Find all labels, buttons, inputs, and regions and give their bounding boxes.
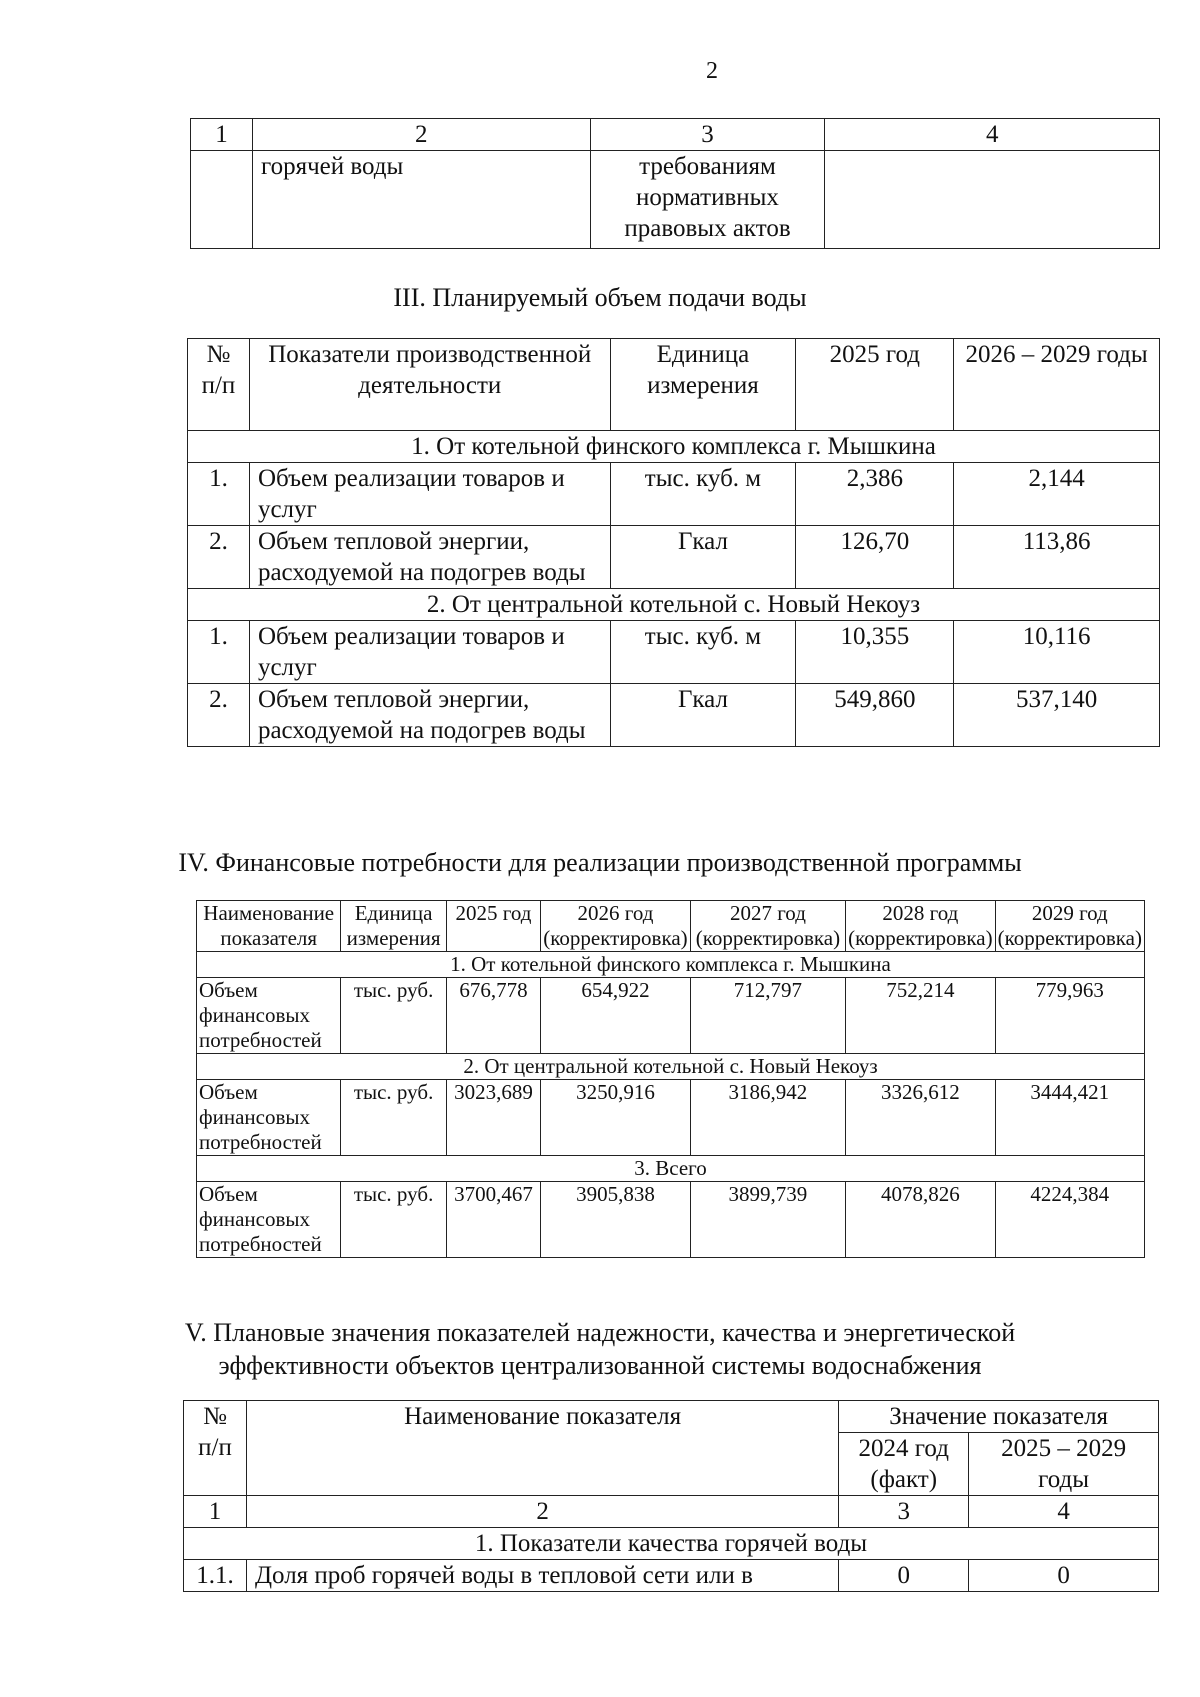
row-unit: Гкал <box>610 526 796 589</box>
row-unit: тыс. руб. <box>341 1080 446 1156</box>
row-value: 712,797 <box>690 978 845 1054</box>
group-label: 1. От котельной финского комплекса г. Мышкина <box>188 431 1160 463</box>
row-value: 3444,421 <box>995 1080 1144 1156</box>
cell: горячей воды <box>252 151 590 249</box>
header-cell: 2025 год <box>446 901 541 952</box>
row-name: Объем реализации товаров и услуг <box>249 621 610 684</box>
row-value: 3905,838 <box>541 1182 690 1258</box>
header-cell: 2027 год (корректировка) <box>690 901 845 952</box>
row-unit: тыс. руб. <box>341 1182 446 1258</box>
table-row <box>197 1182 1145 1258</box>
header-cell: 2025 год <box>796 339 954 431</box>
group-row <box>197 1054 1145 1080</box>
section-subtitle: эффективности объектов централизованной системы водоснабжения <box>218 1351 982 1380</box>
header-cell: № п/п <box>184 1401 247 1496</box>
col-number: 4 <box>825 119 1160 151</box>
row-name: Объем финансовых потребностей <box>197 1182 341 1258</box>
row-number: 1. <box>188 463 250 526</box>
col-number: 3 <box>590 119 825 151</box>
col-number: 3 <box>839 1496 969 1528</box>
group-row <box>188 589 1160 621</box>
section-title: V. Плановые значения показателей надежности, качества и энергетической <box>184 1318 1016 1347</box>
row-value: 4224,384 <box>995 1182 1144 1258</box>
row-value: 3023,689 <box>446 1080 541 1156</box>
header-cell: Показатели производственной деятельности <box>249 339 610 431</box>
financial-needs-table <box>196 900 1145 1258</box>
header-cell: Наименование показателя <box>246 1401 838 1496</box>
cell <box>191 151 253 249</box>
table-row <box>188 526 1160 589</box>
row-value: 2,386 <box>796 463 954 526</box>
section-title: IV. Финансовые потребности для реализации производственной программы <box>178 848 1022 877</box>
row-value: 0 <box>969 1560 1159 1592</box>
row-unit: тыс. руб. <box>341 978 446 1054</box>
row-value: 3326,612 <box>846 1080 995 1156</box>
row-value: 126,70 <box>796 526 954 589</box>
section-title: III. Планируемый объем подачи воды <box>393 283 807 312</box>
row-value: 752,214 <box>846 978 995 1054</box>
table-row <box>188 621 1160 684</box>
indicators-table <box>183 1400 1159 1592</box>
row-unit: тыс. куб. м <box>610 621 796 684</box>
row-name: Объем тепловой энергии, расходуемой на подогрев воды <box>249 684 610 747</box>
table-header-row <box>197 901 1145 952</box>
cell <box>825 151 1160 249</box>
row-value: 676,778 <box>446 978 541 1054</box>
header-cell: Единица измерения <box>341 901 446 952</box>
header-cell: Наименование показателя <box>197 901 341 952</box>
table-row <box>197 978 1145 1054</box>
row-value: 113,86 <box>954 526 1160 589</box>
row-value: 3250,916 <box>541 1080 690 1156</box>
row-name: Объем финансовых потребностей <box>197 978 341 1054</box>
row-number: 2. <box>188 684 250 747</box>
row-number: 1.1. <box>184 1560 247 1592</box>
row-value: 537,140 <box>954 684 1160 747</box>
table-header-row <box>184 1401 1159 1433</box>
table-header-row <box>188 339 1160 431</box>
row-value: 0 <box>839 1560 969 1592</box>
col-number: 2 <box>252 119 590 151</box>
header-cell: Значение показателя <box>839 1401 1159 1433</box>
header-cell: 2029 год (корректировка) <box>995 901 1144 952</box>
table-row <box>184 1496 1159 1528</box>
col-number: 1 <box>184 1496 247 1528</box>
group-label: 1. От котельной финского комплекса г. Мышкина <box>197 952 1145 978</box>
row-value: 2,144 <box>954 463 1160 526</box>
table-row <box>197 1080 1145 1156</box>
row-value: 3700,467 <box>446 1182 541 1258</box>
row-value: 3899,739 <box>690 1182 845 1258</box>
table-row <box>184 1560 1159 1592</box>
continuation-table <box>190 118 1160 249</box>
group-row <box>188 431 1160 463</box>
group-label: 2. От центральной котельной с. Новый Некоуз <box>188 589 1160 621</box>
header-cell: 2024 год (факт) <box>839 1433 969 1496</box>
table-row <box>191 119 1160 151</box>
header-cell: 2026 – 2029 годы <box>954 339 1160 431</box>
row-value: 10,116 <box>954 621 1160 684</box>
group-row <box>184 1528 1159 1560</box>
row-unit: Гкал <box>610 684 796 747</box>
row-name: Доля проб горячей воды в тепловой сети или в <box>246 1560 838 1592</box>
row-value: 4078,826 <box>846 1182 995 1258</box>
col-number: 4 <box>969 1496 1159 1528</box>
row-name: Объем финансовых потребностей <box>197 1080 341 1156</box>
table-row <box>191 151 1160 249</box>
row-value: 549,860 <box>796 684 954 747</box>
row-name: Объем тепловой энергии, расходуемой на подогрев воды <box>249 526 610 589</box>
header-cell: 2028 год (корректировка) <box>846 901 995 952</box>
header-cell: Единица измерения <box>610 339 796 431</box>
row-name: Объем реализации товаров и услуг <box>249 463 610 526</box>
row-number: 2. <box>188 526 250 589</box>
row-value: 10,355 <box>796 621 954 684</box>
row-number: 1. <box>188 621 250 684</box>
col-number: 2 <box>246 1496 838 1528</box>
row-value: 3186,942 <box>690 1080 845 1156</box>
group-row <box>197 952 1145 978</box>
row-value: 779,963 <box>995 978 1144 1054</box>
cell: требованиям нормативных правовых актов <box>590 151 825 249</box>
group-label: 1. Показатели качества горячей воды <box>184 1528 1159 1560</box>
row-unit: тыс. куб. м <box>610 463 796 526</box>
table-row <box>188 684 1160 747</box>
group-row <box>197 1156 1145 1182</box>
group-label: 2. От центральной котельной с. Новый Некоуз <box>197 1054 1145 1080</box>
row-value: 654,922 <box>541 978 690 1054</box>
header-cell: № п/п <box>188 339 250 431</box>
supply-volume-table <box>187 338 1160 747</box>
col-number: 1 <box>191 119 253 151</box>
group-label: 3. Всего <box>197 1156 1145 1182</box>
header-cell: 2026 год (корректировка) <box>541 901 690 952</box>
header-cell: 2025 – 2029 годы <box>969 1433 1159 1496</box>
table-row <box>188 463 1160 526</box>
